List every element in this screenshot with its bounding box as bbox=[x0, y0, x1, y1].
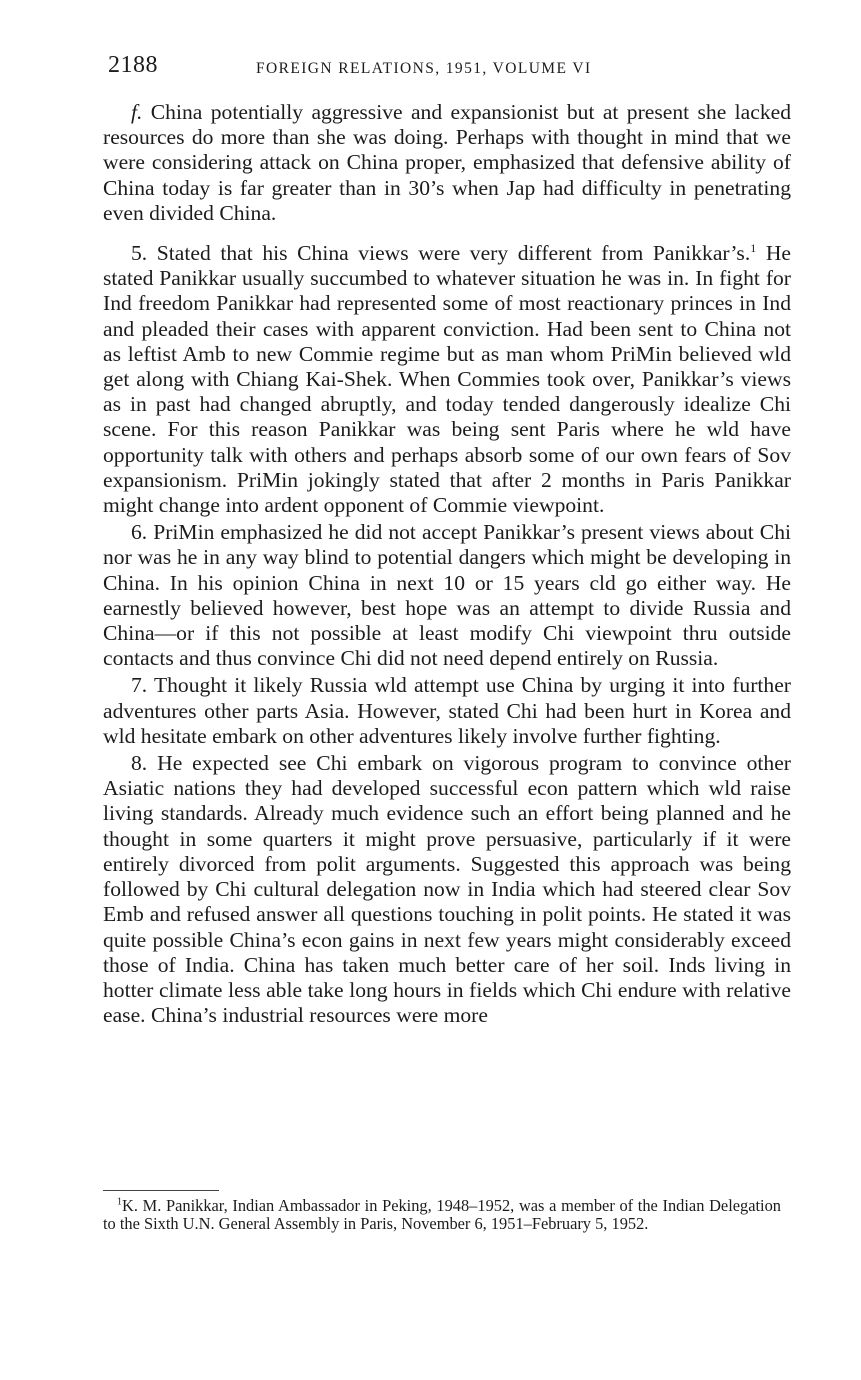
paragraph-text: 5. Stated that his China views were very different from Panikkar’s. bbox=[131, 241, 751, 266]
footnote-divider bbox=[103, 1190, 219, 1191]
paragraph-text: China potentially aggressive and expansionist but at present she lacked resources do more than she was doing. Perhaps with thought in mind that we were considering attack on China proper, emphasized that defensive ability of China today is far greater than in 30’s when Jap had difficulty in penetrating even divided China. bbox=[103, 100, 791, 225]
body-text bbox=[103, 100, 791, 1028]
footnote bbox=[103, 1197, 781, 1232]
paragraph-text-continued: He stated Panikkar usually succumbed to whatever situation he was in. In fight for Ind freedom Panikkar had represented some of most reactionary princes in Ind and pleaded their cases with apparent conviction. Had been sent to China not as leftist Amb to new Commie regime but as man whom PriMin believed wld get along with Chiang Kai-Shek. When Commies took over, Panikkar’s views as in past had changed abruptly, and today tended dangerously idealize Chi scene. For this reason Panikkar was being sent Paris where he wld have opportunity talk with others and perhaps absorb some of our own fears of Sov expansionism. PriMin jokingly stated that after 2 months in Paris Panikkar might change into ardent opponent of Commie viewpoint. bbox=[103, 241, 792, 518]
paragraph-6: 6. PriMin emphasized he did not accept Panikkar’s present views about Chi nor was he in any way blind to potential dangers which might be developing in China. In his opinion China in next 10 or 15 years cld go either way. He earnestly believed however, best hope was an attempt to divide Russia and China—or if this not possible at least modify Chi viewpoint thru outside contacts and thus convince Chi did not need depend entirely on Russia. bbox=[103, 520, 791, 671]
paragraph-f bbox=[103, 100, 791, 226]
paragraph-8: 8. He expected see Chi embark on vigorous program to convince other Asiatic nations they had developed successful econ pattern which wld raise living standards. Already much evidence such an effort being planned and he thought in some quarters it might prove persuasive, particularly if it were entirely divorced from polit arguments. Suggested this approach was being followed by Chi cultural delegation now in India which had steered clear Sov Emb and refused answer all questions touching in polit points. He stated it was quite possible China’s econ gains in next few years might considerably exceed those of India. China has taken much better care of her soil. Inds living in hotter climate less able take long hours in fields which Chi endure with relative ease. China’s industrial resources were more bbox=[103, 751, 791, 1028]
page-number: 2188 bbox=[108, 52, 158, 78]
paragraph-5 bbox=[103, 241, 791, 518]
footnote-text: K. M. Panikkar, Indian Ambassador in Peking, 1948–1952, was a member of the Indian Delegation to the Sixth U.N. General Assembly in Paris, November 6, 1951–February 5, 1952. bbox=[103, 1196, 781, 1233]
footnote-mark: 1 bbox=[117, 1196, 122, 1208]
page-header bbox=[108, 52, 788, 88]
footnote-ref[interactable]: 1 bbox=[750, 240, 757, 255]
running-title: FOREIGN RELATIONS, 1951, VOLUME VI bbox=[256, 60, 592, 77]
paragraph-7: 7. Thought it likely Russia wld attempt use China by urging it into further adventures other parts Asia. However, stated Chi had been hurt in Korea and wld hesitate embark on other adventures likely involve further fighting. bbox=[103, 673, 791, 748]
paragraph-lead: f. bbox=[131, 100, 143, 124]
